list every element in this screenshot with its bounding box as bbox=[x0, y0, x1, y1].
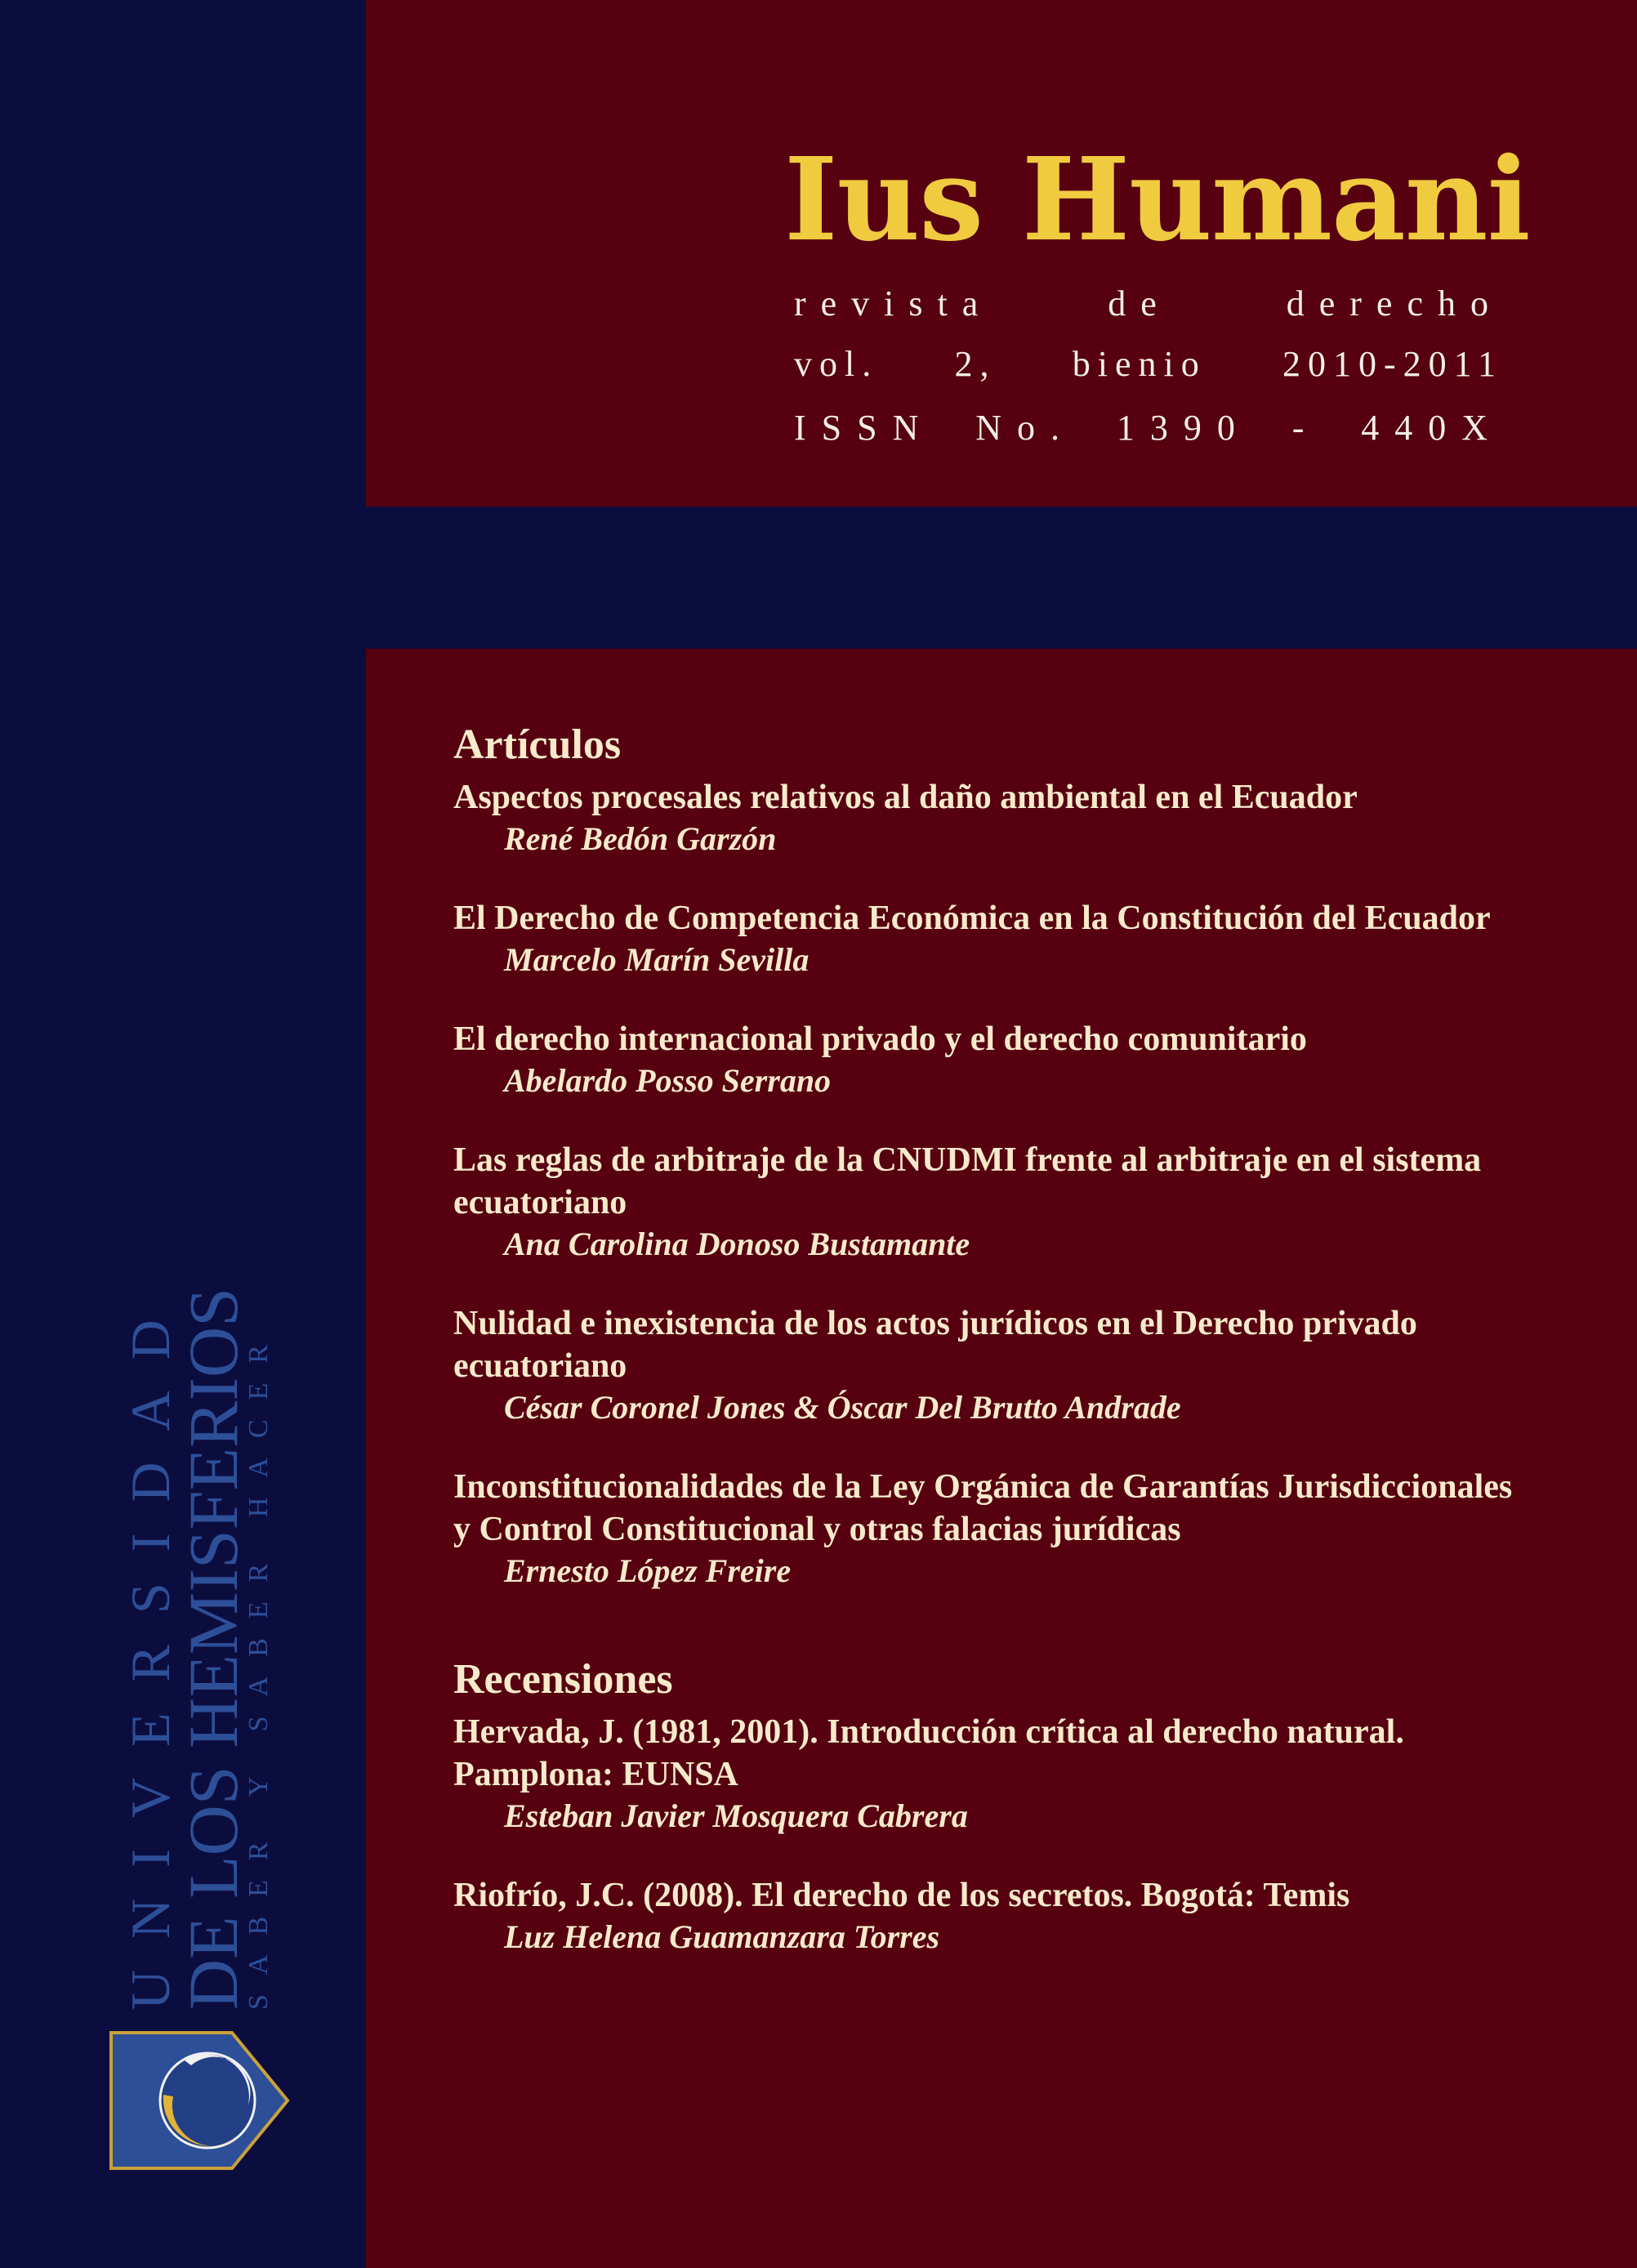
article-entry bbox=[453, 1466, 1532, 1592]
review-entry bbox=[453, 1874, 1532, 1958]
article-entry bbox=[453, 776, 1532, 859]
article-author: Marcelo Marín Sevilla bbox=[504, 941, 810, 978]
university-shield-icon bbox=[109, 2031, 291, 2170]
article-title: Aspectos procesales relativos al daño ambiental en el Ecuador bbox=[453, 779, 1358, 816]
article-entry bbox=[453, 1018, 1532, 1101]
table-of-contents bbox=[453, 719, 1532, 1995]
article-entry bbox=[453, 1139, 1532, 1265]
articles-heading: Artículos bbox=[453, 721, 622, 768]
article-title: Inconstitucionalidades de la Ley Orgánica de Garantías Jurisdiccionales y Control Constitucional y otras falacias jurídicas bbox=[453, 1468, 1513, 1548]
reviews-list bbox=[453, 1711, 1532, 1958]
article-entry bbox=[453, 897, 1532, 980]
review-entry bbox=[453, 1711, 1532, 1837]
reviews-heading: Recensiones bbox=[453, 1656, 673, 1703]
article-author: René Bedón Garzón bbox=[504, 820, 777, 857]
university-motto: SABER Y SABER HACER bbox=[243, 1325, 274, 2010]
university-line-1: UNIVERSIDAD bbox=[119, 1288, 181, 2010]
journal-subtitle: revista de derecho bbox=[794, 284, 1503, 324]
article-author: Ana Carolina Donoso Bustamante bbox=[504, 1226, 970, 1262]
review-author: Esteban Javier Mosquera Cabrera bbox=[504, 1797, 968, 1834]
article-author: Ernesto López Freire bbox=[504, 1552, 792, 1589]
article-title: Las reglas de arbitraje de la CNUDMI frente al arbitraje en el sistema ecuatoriano bbox=[453, 1141, 1482, 1221]
university-line-2: DE LOS HEMISFERIOS bbox=[174, 1288, 252, 2010]
review-author: Luz Helena Guamanzara Torres bbox=[504, 1918, 940, 1955]
article-author: Abelardo Posso Serrano bbox=[504, 1062, 832, 1099]
article-entry bbox=[453, 1302, 1532, 1428]
issn-line: ISSN No. 1390 - 440X bbox=[794, 408, 1503, 448]
article-title: El derecho internacional privado y el derecho comunitario bbox=[453, 1020, 1307, 1058]
review-title: Riofrío, J.C. (2008). El derecho de los secretos. Bogotá: Temis bbox=[453, 1877, 1350, 1914]
articles-list bbox=[453, 776, 1532, 1592]
article-title: El Derecho de Competencia Económica en la Constitución del Ecuador bbox=[453, 900, 1491, 937]
review-title: Hervada, J. (1981, 2001). Introducción crítica al derecho natural. Pamplona: EUNSA bbox=[453, 1713, 1404, 1793]
volume-line: vol. 2, bienio 2010-2011 bbox=[794, 344, 1503, 384]
article-title: Nulidad e inexistencia de los actos jurídicos en el Derecho privado ecuatoriano bbox=[453, 1305, 1417, 1385]
journal-title: Ius Humani bbox=[784, 133, 1530, 267]
article-author: César Coronel Jones & Óscar Del Brutto Andrade bbox=[504, 1389, 1181, 1426]
divider-band bbox=[366, 507, 1637, 649]
